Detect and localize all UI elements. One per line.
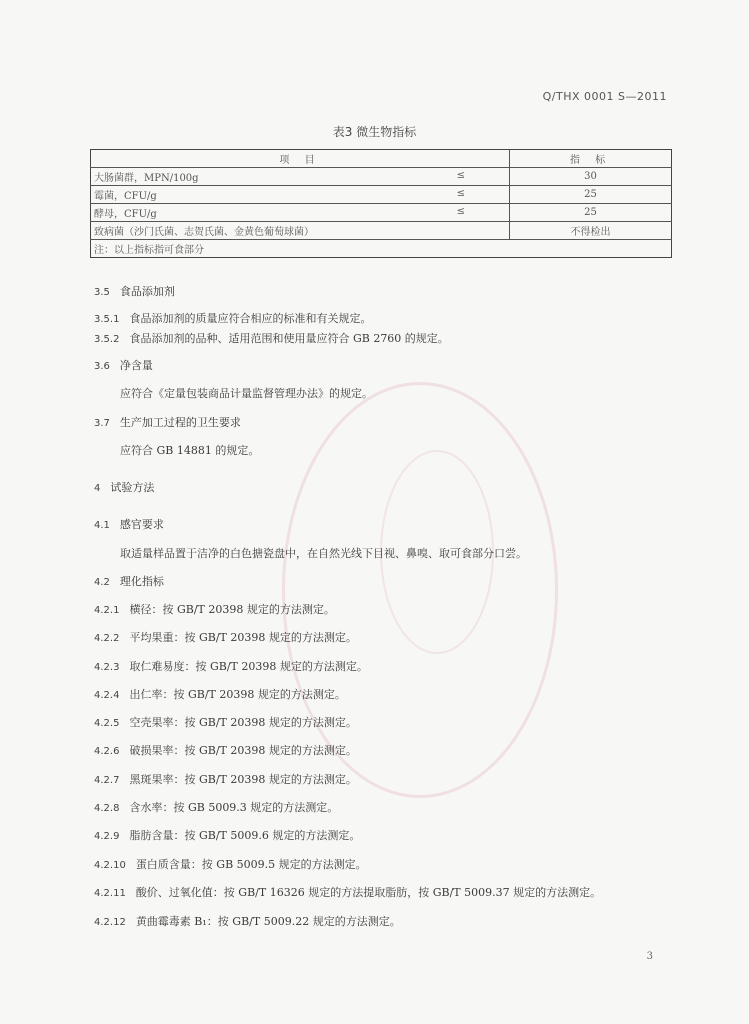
document-code: Q/THX 0001 S—2011 — [542, 90, 667, 103]
row-value: 不得检出 — [510, 222, 672, 240]
section-heading: 3.7 生产加工过程的卫生要求 — [94, 416, 241, 429]
section-heading: 3.5 食品添加剂 — [94, 285, 175, 298]
row-item — [91, 186, 510, 204]
table-row — [91, 168, 672, 186]
clause: 3.5.2 食品添加剂的品种、适用范围和使用量应符合 GB 2760 的规定。 — [94, 332, 449, 345]
table-row — [91, 204, 672, 222]
row-item-label: 致病菌（沙门氏菌、志贺氏菌、金黄色葡萄球菌） — [94, 227, 314, 238]
clause: 4.2.9 脂肪含量：按 GB/T 5009.6 规定的方法测定。 — [94, 829, 361, 842]
clause: 4.2.3 取仁难易度：按 GB/T 20398 规定的方法测定。 — [94, 660, 368, 673]
clause: 4.2.1 横径：按 GB/T 20398 规定的方法测定。 — [94, 603, 335, 616]
row-value: 25 — [510, 204, 672, 222]
row-value: 25 — [510, 186, 672, 204]
row-item-label: 大肠菌群，MPN/100g — [94, 173, 199, 184]
paragraph: 应符合《定量包装商品计量监督管理办法》的规定。 — [120, 387, 373, 400]
column-header-item: 项 目 — [91, 150, 510, 168]
clause: 4.2.11 酸价、过氧化值：按 GB/T 16326 规定的方法提取脂肪，按 GB/T 5009.37 规定的方法测定。 — [94, 886, 602, 899]
clause: 4.2.4 出仁率：按 GB/T 20398 规定的方法测定。 — [94, 688, 346, 701]
row-item-label: 霉菌，CFU/g — [94, 191, 157, 202]
microbiological-indicators-table — [90, 149, 672, 258]
chapter-heading: 4 试验方法 — [94, 481, 155, 494]
clause: 4.2.10 蛋白质含量：按 GB 5009.5 规定的方法测定。 — [94, 858, 367, 871]
row-symbol: ≤ — [456, 188, 465, 199]
row-item — [91, 168, 510, 186]
table-row — [91, 186, 672, 204]
row-symbol: ≤ — [456, 206, 465, 217]
section-heading: 3.6 净含量 — [94, 359, 153, 372]
row-item — [91, 204, 510, 222]
page-number: 3 — [646, 951, 653, 962]
section-heading: 4.1 感官要求 — [94, 518, 164, 531]
clause: 4.2.2 平均果重：按 GB/T 20398 规定的方法测定。 — [94, 631, 357, 644]
paragraph: 取适量样品置于洁净的白色搪瓷盘中，在自然光线下目视、鼻嗅、取可食部分口尝。 — [120, 547, 527, 560]
table-note-row — [91, 240, 672, 258]
paragraph: 应符合 GB 14881 的规定。 — [120, 444, 260, 457]
clause: 4.2.8 含水率：按 GB 5009.3 规定的方法测定。 — [94, 801, 339, 814]
clause: 3.5.1 食品添加剂的质量应符合相应的标准和有关规定。 — [94, 312, 372, 325]
table-note: 注：以上指标指可食部分 — [91, 240, 672, 258]
table-row — [91, 222, 672, 240]
row-item — [91, 222, 510, 240]
row-value: 30 — [510, 168, 672, 186]
column-header-value: 指 标 — [510, 150, 672, 168]
row-item-label: 酵母，CFU/g — [94, 209, 157, 220]
clause: 4.2.7 黑斑果率：按 GB/T 20398 规定的方法测定。 — [94, 773, 357, 786]
section-heading: 4.2 理化指标 — [94, 575, 164, 588]
clause: 4.2.6 破损果率：按 GB/T 20398 规定的方法测定。 — [94, 744, 357, 757]
table-title: 表3 微生物指标 — [332, 125, 417, 139]
clause: 4.2.12 黄曲霉毒素 B₁：按 GB/T 5009.22 规定的方法测定。 — [94, 915, 401, 928]
clause: 4.2.5 空壳果率：按 GB/T 20398 规定的方法测定。 — [94, 716, 357, 729]
table-header-row — [91, 150, 672, 168]
row-symbol: ≤ — [456, 170, 465, 181]
